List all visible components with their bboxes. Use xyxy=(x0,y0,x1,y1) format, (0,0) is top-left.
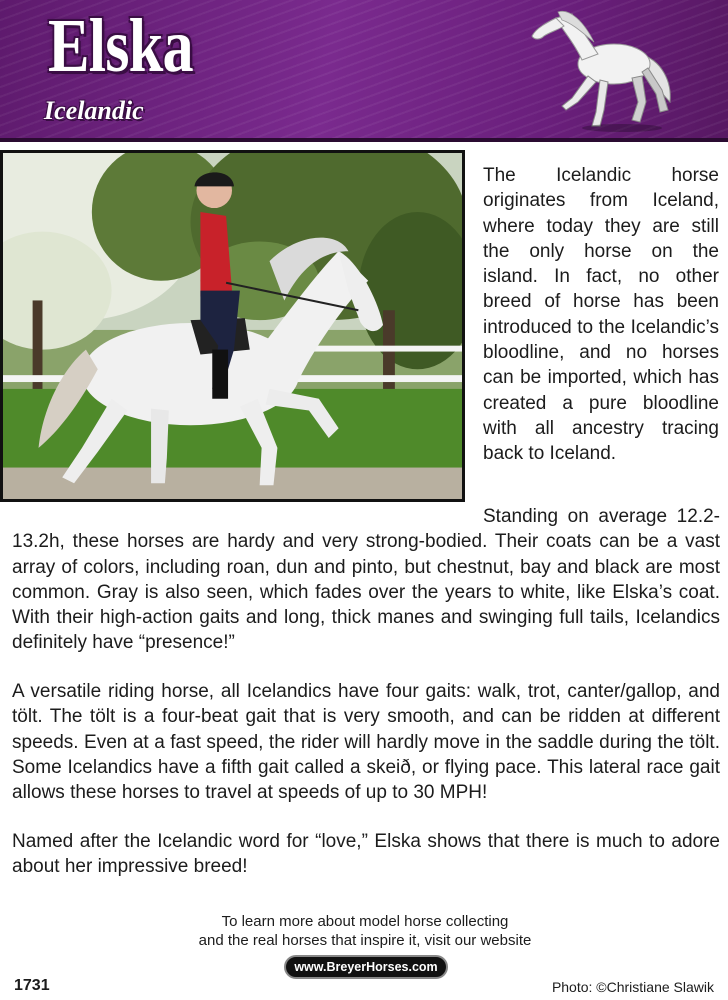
model-horse-icon xyxy=(522,2,682,136)
coat-paragraph: Standing on average 12.2-13.2h, these horses are hardy and very strong-bodied. Their coats can be a vast array of colors, including roan, dun and pinto, but chestnut, bay and black are most common. Gray is also seen, which fades over the years to white, like Elska’s coat. With their high-action gaits and long, thick manes and swinging full tails, Icelandics definitely have “presence!” xyxy=(12,506,720,654)
footer-line-1: To learn more about model horse collecting xyxy=(221,913,509,930)
gaits-paragraph: A versatile riding horse, all Icelandics have four gaits: walk, trot, canter/gallop, and tölt. The tölt is a four-beat gait that is very smooth, and can be ridden at different speeds. Even at a fast speed, the rider will hardly move in the saddle during the tölt. Some Icelandics have a fifth gait called a skeið, or flying pace. This lateral race gait allows these horses to travel at speeds of up to 30 MPH! xyxy=(12,681,720,804)
photo-credit: Photo: ©Christiane Slawik xyxy=(551,979,714,995)
name-paragraph: Named after the Icelandic word for “love,” Elska shows that there is much to adore about her impressive breed! xyxy=(12,831,720,878)
horse-and-rider-photo xyxy=(0,150,465,502)
footer-text xyxy=(140,912,590,950)
intro-paragraph: The Icelandic horse originates from Iceland, where today they are still the only horse on the island. In fact, no other breed of horse has been introduced to the Icelandic’s bloodline, and no horses can be imported, which has created a pure bloodline with all ancestry tracing back to Iceland. xyxy=(483,165,719,465)
page-title: Elska xyxy=(48,4,193,88)
breed-subtitle: Icelandic xyxy=(44,96,144,125)
item-number: 1731 xyxy=(14,977,50,994)
header-band xyxy=(0,0,728,142)
footer-line-2: and the real horses that inspire it, visit our website xyxy=(198,932,532,949)
website-link[interactable]: www.BreyerHorses.com xyxy=(284,955,448,979)
